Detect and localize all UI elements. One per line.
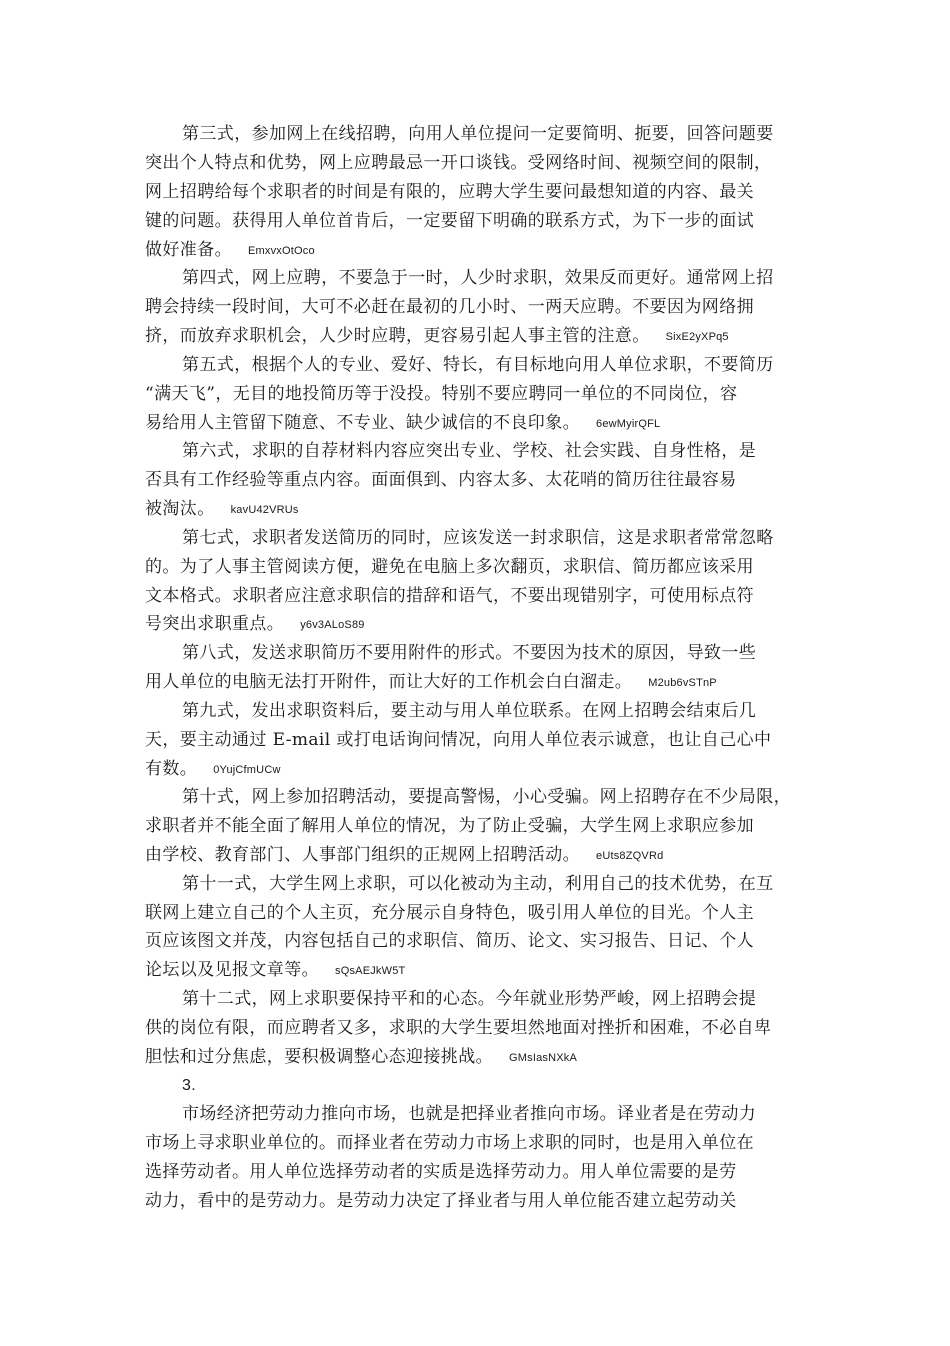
- paragraph-line: 网上招聘给每个求职者的时间是有限的，应聘大学生要问最想知道的内容、最关: [145, 182, 754, 202]
- paragraph-line: 第四式，网上应聘，不要急于一时，人少时求职，效果反而更好。通常网上招: [182, 268, 774, 288]
- paragraph-line: 第六式，求职的自荐材料内容应突出专业、学校、社会实践、自身性格，是: [182, 441, 757, 461]
- paragraph-line: 第八式，发送求职简历不要用附件的形式。不要因为技术的原因，导致一些: [182, 643, 757, 663]
- paragraph-code: sQsAEJkW5T: [335, 965, 406, 977]
- paragraph-text: 用人单位的电脑无法打开附件，而让大好的工作机会白白溜走。: [145, 672, 633, 692]
- paragraph-text: 胆怯和过分焦虑，要积极调整心态迎接挑战。: [145, 1047, 493, 1067]
- paragraph-text: 由学校、教育部门、人事部门组织的正规网上招聘活动。: [145, 845, 580, 865]
- paragraph-line-last: [145, 671, 717, 695]
- paragraph-code: SixE2yXPq5: [665, 331, 729, 343]
- paragraph-line: 聘会持续一段时间，大可不必赶在最初的几小时、一两天应聘。不要因为网络拥: [145, 297, 754, 317]
- paragraph-code: EmxvxOtOco: [248, 245, 315, 257]
- paragraph-line: 文本格式。求职者应注意求职信的措辞和语气，不要出现错别字，可使用标点符: [145, 586, 754, 606]
- paragraph-text: 有数。: [145, 759, 198, 779]
- paragraph-text: 挤，而放弃求职机会，人少时应聘，更容易引起人事主管的注意。: [145, 326, 650, 346]
- section-number: 3.: [182, 1077, 197, 1094]
- paragraph-line: 联网上建立自己的个人主页，充分展示自身特色，吸引用人单位的目光。个人主: [145, 903, 754, 923]
- paragraph-line: 键的问题。获得用人单位首肯后，一定要留下明确的联系方式，为下一步的面试: [145, 211, 754, 231]
- paragraph-line-last: [145, 239, 315, 263]
- paragraph-line: 第十式，网上参加招聘活动，要提高警惕，小心受骗。网上招聘存在不少局限，: [182, 787, 791, 807]
- paragraph-code: GMsIasNXkA: [509, 1052, 578, 1064]
- paragraph-line: 求职者并不能全面了解用人单位的情况，为了防止受骗，大学生网上求职应参加: [145, 816, 754, 836]
- paragraph-line: 供的岗位有限，而应聘者又多，求职的大学生要坦然地面对挫折和困难，不必自卑: [145, 1018, 772, 1038]
- paragraph-line: 第九式，发出求职资料后，要主动与用人单位联系。在网上招聘会结束后几: [182, 701, 757, 721]
- paragraph-line: “满天飞”，无目的地投简历等于没投。特别不要应聘同一单位的不同岗位，容: [145, 384, 738, 404]
- paragraph-code: 0YujCfmUCw: [213, 764, 281, 776]
- paragraph-line: 页应该图文并茂，内容包括自己的求职信、简历、论文、实习报告、日记、个人: [145, 931, 754, 951]
- paragraph-text: 号突出求职重点。: [145, 614, 285, 634]
- paragraph-line: 市场经济把劳动力推向市场，也就是把择业者推向市场。译业者是在劳动力: [182, 1104, 757, 1124]
- paragraph-text: 易给用人主管留下随意、不专业、缺少诚信的不良印象。: [145, 413, 580, 433]
- paragraph-line: 否具有工作经验等重点内容。面面俱到、内容太多、太花哨的简历往往最容易: [145, 470, 737, 490]
- paragraph-code: 6ewMyirQFL: [596, 418, 661, 430]
- paragraph-code: M2ub6vSTnP: [648, 677, 717, 689]
- paragraph-line: 市场上寻求职业单位的。而择业者在劳动力市场上求职的同时，也是用入单位在: [145, 1133, 754, 1153]
- paragraph-line-last: [145, 498, 299, 522]
- paragraph-code: y6v3ALoS89: [300, 619, 365, 631]
- paragraph-line: 动力，看中的是劳动力。是劳动力决定了择业者与用人单位能否建立起劳动关: [145, 1191, 737, 1211]
- paragraph-line: 第十二式，网上求职要保持平和的心态。今年就业形势严峻，网上招聘会提: [182, 989, 757, 1009]
- paragraph-line: 第五式，根据个人的专业、爱好、特长，有目标地向用人单位求职，不要简历: [182, 355, 774, 375]
- paragraph-text: 被淘汰。: [145, 499, 215, 519]
- paragraph-line-last: [145, 844, 663, 868]
- paragraph-line-last: [145, 325, 729, 349]
- paragraph-code: kavU42VRUs: [230, 504, 299, 516]
- paragraph-text: 论坛以及见报文章等。: [145, 960, 319, 980]
- paragraph-line-last: [145, 959, 405, 983]
- paragraph-text: 做好准备。: [145, 240, 232, 260]
- paragraph-line-last: [145, 1046, 577, 1070]
- paragraph-line-last: [145, 758, 281, 782]
- paragraph-line-last: [145, 412, 660, 436]
- paragraph-line: 选择劳动者。用人单位选择劳动者的实质是选择劳动力。用人单位需要的是劳: [145, 1162, 737, 1182]
- paragraph-code: eUts8ZQVRd: [596, 850, 664, 862]
- paragraph-line: 第三式，参加网上在线招聘，向用人单位提问一定要简明、扼要，回答问题要: [182, 124, 774, 144]
- paragraph-line: 的。为了人事主管阅读方便，避免在电脑上多次翻页，求职信、简历都应该采用: [145, 557, 754, 577]
- paragraph-line: 天，要主动通过 E-mail 或打电话询问情况，向用人单位表示诚意，也让自己心中: [145, 730, 772, 750]
- paragraph-line: 突出个人特点和优势，网上应聘最忌一开口谈钱。受网络时间、视频空间的限制，: [145, 153, 772, 173]
- paragraph-line: 第十一式，大学生网上求职，可以化被动为主动，利用自己的技术优势，在互: [182, 874, 774, 894]
- paragraph-line-last: [145, 613, 365, 637]
- paragraph-line: 第七式，求职者发送简历的同时，应该发送一封求职信，这是求职者常常忽略: [182, 528, 774, 548]
